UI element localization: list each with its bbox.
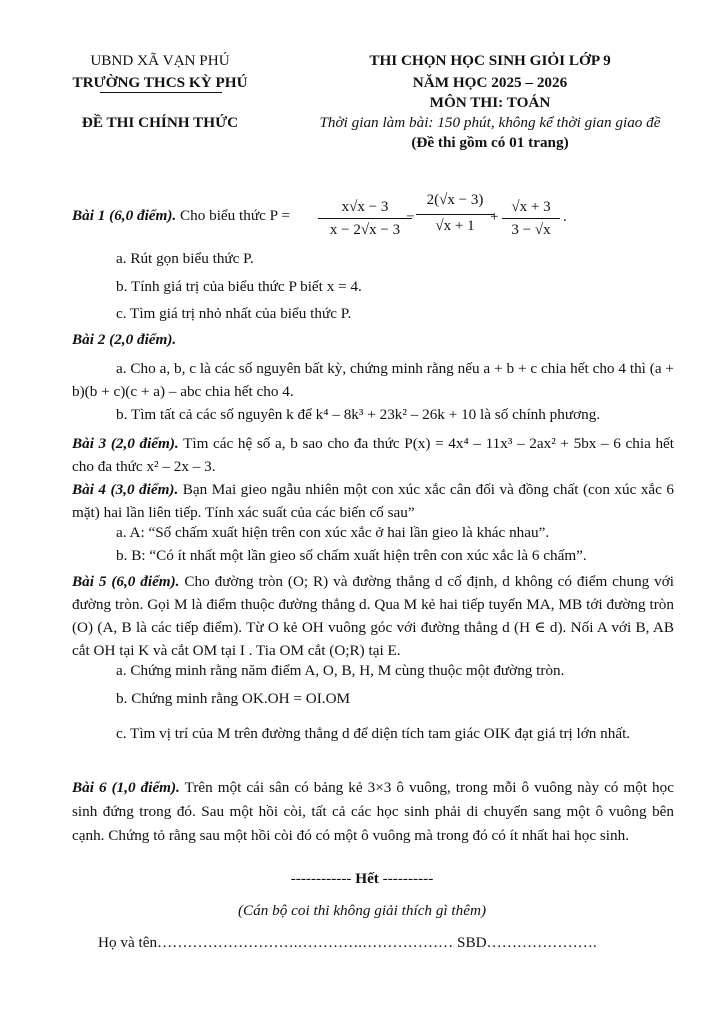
- bai2-b: b. Tìm tất cả các số nguyên k để k⁴ – 8k³ + 23k² – 26k + 10 là số chính phương.: [116, 406, 601, 423]
- org-name: UBND XÃ VẠN PHÚ: [90, 52, 230, 69]
- frac1-denominator: x − 2√x − 3: [329, 222, 401, 238]
- bai1-c: c. Tìm giá trị nhỏ nhất của biểu thức P.: [116, 305, 352, 322]
- bai5-c: c. Tìm vị trí của M trên đường thẳng d để diện tích tam giác OIK đạt giá trị lớn nhất.: [116, 725, 631, 742]
- fraction-2: [416, 186, 494, 237]
- school-year: NĂM HỌC 2025 – 2026: [412, 74, 568, 91]
- frac2-denominator: √x + 1: [435, 218, 475, 234]
- bai3-text: Tìm các hệ số a, b sao cho đa thức P(x) = 4x⁴ – 11x³ – 2ax² + 5bx – 6 chia hết cho đa thức x² – 2x – 3.: [72, 435, 674, 475]
- bai4-a: a. A: “Số chấm xuất hiện trên con xúc xắc ở hai lần gieo là khác nhau”.: [116, 524, 550, 541]
- bai1-line: [72, 207, 290, 225]
- bai3-label: Bài 3 (2,0 điểm).: [72, 435, 179, 452]
- frac1-numerator: x√x − 3: [318, 196, 412, 219]
- official-label: ĐỀ THI CHÍNH THỨC: [81, 114, 239, 131]
- fraction-1: [318, 196, 412, 241]
- subject: MÔN THI: TOÁN: [429, 94, 551, 111]
- frac2-numerator: 2(√x − 3): [416, 186, 494, 215]
- bai5-text: Cho đường tròn (O; R) và đường thẳng d cố định, d không có điểm chung với đường tròn. Gọi M là điểm thuộc đường thẳng d. Qua M kẻ hai tiếp tuyến MA, MB tới đường tròn (O) (A, B là các tiếp điểm). Từ O kẻ OH vuông góc với đường thẳng d (H ∈ d). Nối A với B, AB cắt OH tại K và cắt OM tại I . Tia OM cắt (O;R) tại E.: [72, 573, 674, 659]
- proctor-note: (Cán bộ coi thi không giải thích gì thêm): [237, 902, 487, 919]
- bai4-b: b. B: “Có ít nhất một lần gieo số chấm xuất hiện trên con xúc xắc là 6 chấm”.: [116, 547, 587, 564]
- fraction-3: [502, 196, 560, 241]
- bai5: [72, 570, 674, 662]
- exam-title: THI CHỌN HỌC SINH GIỎI LỚP 9: [369, 52, 611, 69]
- frac3-denominator: 3 − √x: [511, 222, 551, 238]
- plus-sign: +: [490, 208, 499, 225]
- candidate-line: Họ và tên……………………….………….……………… SBD………………….: [98, 934, 597, 951]
- school-name: TRƯỜNG THCS KỲ PHÚ: [72, 74, 248, 91]
- page-count: (Đề thi gồm có 01 trang): [411, 134, 569, 151]
- bai2-a: a. Cho a, b, c là các số nguyên bất kỳ, chứng minh rằng nếu a + b + c chia hết cho 4 thì (a + b)(b + c)(c + a) – abc chia hết cho 4.: [72, 360, 674, 400]
- bai1-a: a. Rút gọn biểu thức P.: [116, 250, 254, 267]
- bai4-text: Bạn Mai gieo ngẫu nhiên một con xúc xắc cân đối và đồng chất (con xúc xắc 6 mặt) hai lần liên tiếp. Tính xác suất của các biến cố sau”: [72, 481, 674, 521]
- bai5-b: b. Chứng minh rằng OK.OH = OI.OM: [116, 690, 351, 707]
- bai2-label: Bài 2 (2,0 điểm).: [72, 331, 177, 348]
- frac3-numerator: √x + 3: [502, 196, 560, 219]
- formula-end: .: [563, 208, 567, 225]
- minus-sign: −: [406, 208, 415, 225]
- end-word: Hết: [355, 870, 379, 887]
- bai6-label: Bài 6 (1,0 điểm).: [72, 779, 180, 796]
- bai1-label: Bài 1 (6,0 điểm).: [72, 207, 177, 224]
- end-marker: ------------ Hết ----------: [290, 870, 434, 887]
- bai4-label: Bài 4 (3,0 điểm).: [72, 481, 179, 498]
- time-limit: Thời gian làm bài: 150 phút, không kể thời gian giao đề: [319, 114, 661, 131]
- header-underline: [100, 92, 222, 93]
- bai6-text: Trên một cái sân có bảng kẻ 3×3 ô vuông, trong mỗi ô vuông này có một học sinh đứng trong đó. Sau một hồi còi, tất cả các học sinh phải di chuyển sang một ô vuông bên cạnh. Chứng tỏ rằng sau một hồi còi đó có một ô vuông mà trong đó có ít nhất hai học sinh.: [72, 779, 674, 844]
- bai4: [72, 478, 674, 524]
- bai5-a: a. Chứng minh rằng năm điểm A, O, B, H, M cùng thuộc một đường tròn.: [116, 662, 565, 679]
- bai3: [72, 432, 674, 478]
- bai1-intro: Cho biểu thức P =: [180, 207, 290, 224]
- bai1-b: b. Tính giá trị của biểu thức P biết x = 4.: [116, 278, 362, 295]
- bai5-label: Bài 5 (6,0 điểm).: [72, 573, 180, 590]
- bai6: [72, 776, 674, 848]
